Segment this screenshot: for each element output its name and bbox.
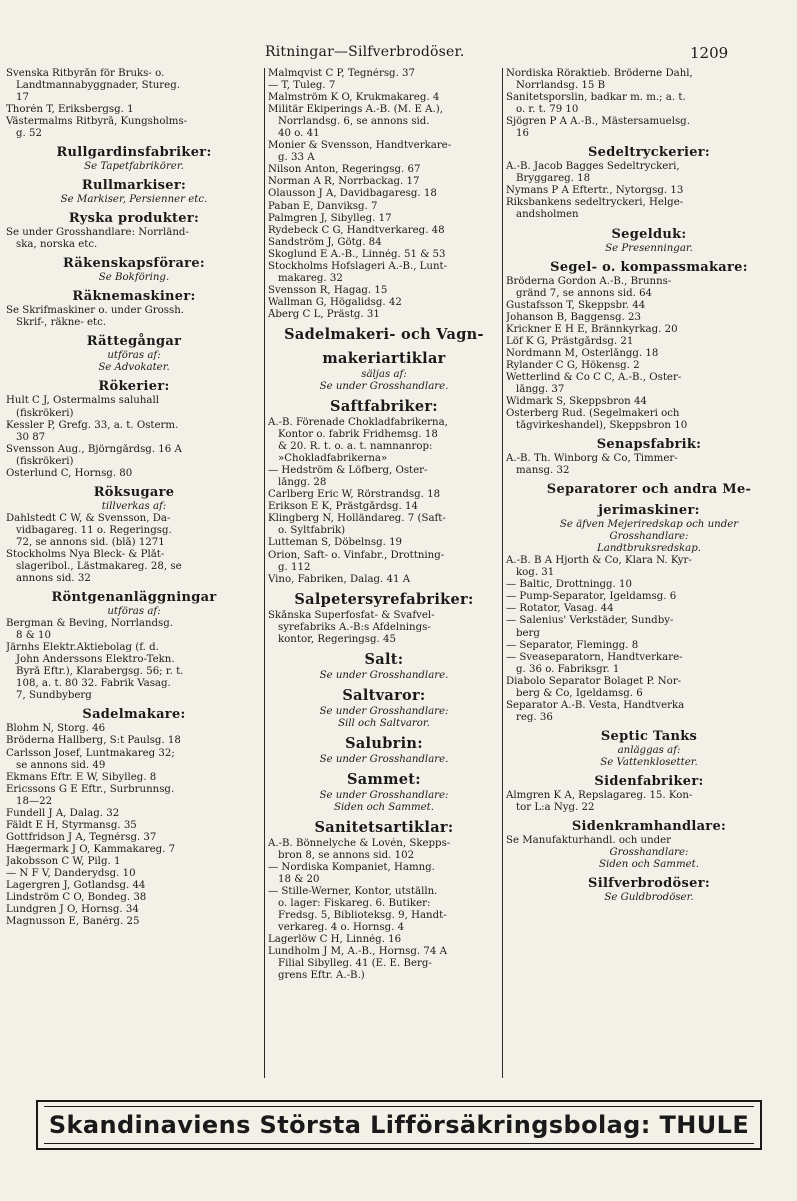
entry-continuation: Kontor o. fabrik Fridhemsg. 18	[278, 429, 438, 441]
directory-entry: Svensson R, Hagag. 15	[268, 284, 388, 296]
cross-reference: utföras af:	[107, 606, 161, 618]
entry-continuation: o. lager: Fiskareg. 6. Butiker:	[278, 898, 431, 910]
directory-entry: Ericssons G E Eftr., Surbrunnsg.	[6, 783, 175, 795]
directory-entry: Österlund C, Hornsg. 80	[6, 467, 133, 479]
entry-continuation: långg. 28	[278, 477, 327, 489]
cross-reference: Se under Grosshandlare.	[319, 753, 449, 765]
directory-entry: Nilson Anton, Regeringsg. 67	[268, 164, 421, 176]
cross-reference: anläggas af:	[617, 744, 681, 756]
directory-entry: Almgren K A, Repslagareg. 15. Kon-	[506, 789, 693, 801]
entry-continuation: (fiskrökeri)	[16, 407, 74, 419]
banner-rule	[44, 1106, 754, 1107]
cross-reference: Grosshandlare:	[609, 847, 689, 859]
section-heading: Rullmarkiser:	[81, 178, 187, 194]
entry-continuation: grens Eftr. A.-B.)	[278, 970, 365, 982]
entry-continuation: 30 87	[16, 431, 46, 443]
section-heading: Sadelmakare:	[82, 707, 186, 723]
directory-entry: Lundgren J O, Hornsg. 34	[6, 904, 139, 916]
entry-continuation: g. 52	[16, 128, 42, 140]
entry-continuation: (fiskrökeri)	[16, 455, 74, 467]
entry-continuation: »Chokladfabrikerna»	[278, 453, 388, 465]
page-header	[0, 44, 797, 64]
section-heading: Rullgardinsfabriker:	[56, 145, 212, 161]
directory-entry: Dahlstedt C W, & Svensson, Da-	[6, 512, 171, 524]
directory-entry: Sjögren P A A.-B., Mästersamuelsg.	[506, 116, 690, 128]
directory-entry: Lagerlöw C H, Linnég. 16	[268, 934, 402, 946]
entry-continuation: o. r. t. 79 10	[516, 104, 579, 116]
entry-continuation: Skrif-, räkne- etc.	[16, 317, 107, 329]
directory-entry: Wetterlind & Co C C, A.-B., Öster-	[506, 371, 682, 383]
cross-reference: Se äfven Mejeriredskap och under	[559, 519, 739, 531]
cross-reference: tillverkas af:	[101, 500, 167, 512]
column-right	[506, 68, 792, 1088]
directory-entry: Ekmans Eftr. E W, Sibylleg. 8	[6, 771, 157, 783]
page-number: 1209	[690, 44, 729, 62]
entry-continuation: ska, norska etc.	[16, 239, 98, 251]
entry-continuation: berg & Co, Igeldamsg. 6	[516, 687, 643, 699]
cross-reference: Siden och Sammet.	[334, 801, 434, 813]
directory-entry: A.-B. B A Hjorth & Co, Klara N. Kyr-	[506, 555, 692, 567]
column-middle	[268, 68, 500, 1088]
entry-continuation: Bryggareg. 18	[516, 173, 591, 185]
entry-continuation: reg. 36	[516, 711, 553, 723]
column-divider	[502, 68, 503, 1078]
entry-continuation: Norrlandsg. 6, se annons sid.	[278, 116, 430, 128]
directory-entry: Erikson E K, Prästgårdsg. 14	[268, 501, 418, 513]
cross-reference: Siden och Sammet.	[599, 859, 699, 871]
entry-continuation: 108, a. t. 80 32. Fabrik Vasag.	[16, 678, 171, 690]
section-heading: Rökerier:	[98, 379, 170, 395]
directory-entry: — Pump-Separator, Igeldamsg. 6	[506, 591, 677, 603]
directory-entry: Svensson Aug., Björngårdsg. 16 A	[6, 443, 182, 455]
section-heading: Rättegångar	[86, 334, 182, 350]
section-heading: Salubrin:	[345, 734, 423, 752]
section-heading: Röksugare	[93, 484, 175, 500]
directory-entry: Svenska Ritbyrån för Bruks- o.	[6, 68, 165, 79]
directory-entry: Österberg Rud. (Segelmakeri och	[506, 408, 680, 420]
directory-entry: Jakobsson C W, Pilg. 1	[6, 855, 121, 867]
section-heading: Röntgenanläggningar	[51, 590, 217, 606]
entry-continuation: kog. 31	[516, 567, 555, 579]
entry-continuation: kontor, Regeringsg. 45	[278, 633, 396, 645]
entry-continuation: berg	[516, 627, 540, 639]
directory-entry: Paban E, Danviksg. 7	[268, 200, 378, 212]
directory-entry: Magnusson E, Banérg. 25	[6, 916, 140, 928]
cross-reference: Se under Grosshandlare:	[319, 705, 449, 717]
directory-entry: — Sveaseparatorn, Handtverkare-	[506, 651, 683, 663]
cross-reference: Se Guldbrodöser.	[604, 892, 694, 904]
entry-continuation: vidbagareg. 11 o. Regeringsg.	[16, 524, 172, 536]
directory-entry: Malmqvist C P, Tegnérsg. 37	[268, 68, 416, 79]
entry-continuation: andsholmen	[516, 209, 579, 221]
entry-continuation: g. 36 o. Fabriksgr. 1	[516, 663, 620, 675]
directory-entry: Carlsson Josef, Luntmakareg 32;	[6, 747, 175, 759]
directory-entry: Hult C J, Östermalms saluhall	[6, 395, 159, 407]
section-heading: Sammet:	[347, 770, 421, 788]
section-heading: Sanitetsartiklar:	[314, 818, 454, 836]
section-heading: Senapsfabrik:	[596, 437, 702, 453]
directory-entry: Riksbankens sedeltryckeri, Helge-	[506, 197, 684, 209]
section-heading: Sedeltryckerier:	[587, 145, 711, 161]
column-left	[6, 68, 262, 1088]
section-heading: Segel- o. kompassmakare:	[550, 259, 748, 275]
entry-continuation: tågvirkeshandel), Skeppsbron 10	[516, 420, 688, 432]
section-heading: Separatorer och andra Me-	[546, 482, 752, 498]
entry-continuation: makareg. 32	[278, 272, 343, 284]
directory-entry: Fäldt E H, Styrmansg. 35	[6, 819, 137, 831]
cross-reference: säljas af:	[361, 368, 407, 380]
directory-entry: Lundholm J M, A.-B., Hornsg. 74 A	[268, 946, 447, 958]
directory-entry: Rylander C G, Hökensg. 2	[506, 359, 640, 371]
entry-continuation: & 20. R. t. o. a. t. namnanrop:	[278, 441, 433, 453]
directory-entry: — Salenius' Verkstäder, Sundby-	[506, 615, 674, 627]
entry-continuation: 8 & 10	[16, 630, 51, 642]
cross-reference: Se Bokföring.	[98, 272, 170, 284]
advertisement-banner	[36, 1100, 762, 1150]
directory-entry: — Separator, Flemingg. 8	[506, 639, 639, 651]
directory-entry: Nymans P A Eftertr., Nytorgsg. 13	[506, 185, 684, 197]
directory-entry: — N F V, Danderydsg. 10	[6, 867, 136, 879]
directory-entry: Gottfridson J A, Tegnérsg. 37	[6, 831, 157, 843]
cross-reference: utföras af:	[107, 350, 161, 362]
entry-continuation: o. Syltfabrik)	[278, 525, 346, 537]
directory-entry: Stockholms Hofslageri A.-B., Lunt-	[268, 260, 448, 272]
directory-entry: Löf K G, Prästgårdsg. 21	[506, 335, 634, 347]
entry-continuation: 72, se annons sid. (blå) 1271	[16, 536, 165, 548]
directory-entry: Lagergren J, Gotlandsg. 44	[6, 880, 146, 892]
section-heading: Räknemaskiner:	[72, 289, 196, 305]
running-title: Ritningar—Silfverbrodöser.	[265, 44, 465, 60]
cross-reference: Se under Grosshandlare.	[319, 380, 449, 392]
directory-entry: A.-B. Bönnelyche & Lovén, Skepps-	[268, 837, 451, 849]
directory-entry: A.-B. Th. Winborg & Co, Timmer-	[506, 453, 678, 465]
entry-continuation: John Anderssons Elektro-Tekn.	[16, 654, 175, 666]
directory-entry: Åberg C L, Prästg. 31	[268, 308, 380, 320]
directory-entry: Norman A R, Norrbackag. 17	[268, 176, 420, 188]
cross-reference: Se Advokater.	[98, 362, 170, 374]
section-heading: Saftfabriker:	[330, 397, 438, 415]
directory-entry: Se under Grosshandlare: Norrländ-	[6, 227, 189, 239]
section-heading: Salt:	[364, 650, 404, 668]
directory-entry: — Hedström & Löfberg, Öster-	[268, 465, 428, 477]
directory-entry: Bergman & Beving, Norrlandsg.	[6, 618, 174, 630]
cross-reference: Landtbruksredskap.	[596, 543, 702, 555]
entry-continuation: långg. 37	[516, 383, 565, 395]
entry-continuation: bron 8, se annons sid. 102	[278, 849, 415, 861]
cross-reference: Se Markiser, Persienner etc.	[60, 194, 208, 206]
directory-entry: Rydebeck C G, Handtverkareg. 48	[268, 224, 445, 236]
directory-entry: Orion, Saft- o. Vinfabr., Drottning-	[268, 549, 445, 561]
entry-continuation: gränd 7, se annons sid. 64	[516, 287, 653, 299]
directory-entry: Klingberg N, Holländareg. 7 (Saft-	[268, 513, 446, 525]
directory-entry: Thorén T, Eriksbergsg. 1	[6, 104, 134, 116]
directory-entry: — T, Tuleg. 7	[268, 80, 336, 92]
entry-continuation: 17	[16, 92, 29, 104]
directory-entry: — Rotator, Vasag. 44	[506, 603, 614, 615]
section-heading: Sidenfabriker:	[594, 773, 704, 789]
entry-continuation: syrefabriks A.-B:s Afdelnings-	[278, 621, 431, 633]
cross-reference: Se under Grosshandlare:	[319, 789, 449, 801]
cross-reference: Se Vattenklosetter.	[600, 756, 698, 768]
directory-entry: Stockholms Nya Bleck- & Plåt-	[6, 548, 165, 560]
section-heading: Segelduk:	[611, 226, 687, 242]
directory-entry: Wallman G, Högalidsg. 42	[268, 296, 402, 308]
directory-entry: Palmgren J, Sibylleg. 17	[268, 212, 392, 224]
directory-entry: Olausson J A, Davidbagaresg. 18	[268, 188, 437, 200]
directory-entry: Kessler P, Grefg. 33, a. t. Österm.	[6, 419, 179, 431]
section-heading: Sidenkramhandlare:	[571, 818, 727, 834]
directory-entry: Gustafsson T, Skeppsbr. 44	[506, 299, 646, 311]
entry-continuation: annons sid. 32	[16, 573, 91, 585]
section-heading: jerimaskiner:	[598, 503, 700, 519]
directory-entry: Lutteman S, Döbelnsg. 19	[268, 537, 403, 549]
column-divider	[264, 68, 265, 1078]
directory-entry: Nordmann M, Österlångg. 18	[506, 347, 659, 359]
entry-continuation: Byrå Eftr.), Klarabergsg. 56; r. t.	[16, 666, 184, 678]
directory-entry: Skoglund E A.-B., Linnég. 51 & 53	[268, 248, 446, 260]
directory-entry: Separator A.-B. Vesta, Handtverka	[506, 699, 685, 711]
directory-entry: Militär Ekiperings A.-B. (M. E A.),	[268, 104, 443, 116]
directory-entry: Sanitetsporslin, badkar m. m.; a. t.	[506, 92, 686, 104]
section-heading: makeriartiklar	[322, 349, 446, 367]
directory-entry: A.-B. Jacob Bagges Sedeltryckeri,	[506, 161, 680, 173]
entry-continuation: 18 & 20	[278, 873, 320, 885]
section-heading: Septic Tanks	[600, 728, 698, 744]
directory-entry: — Nordiska Kompaniet, Hamng.	[268, 861, 435, 873]
entry-continuation: 7, Sundbyberg	[16, 690, 92, 702]
directory-entry: Hægermark J O, Kammakareg. 7	[6, 843, 176, 855]
section-heading: Räkenskapsförare:	[63, 256, 205, 272]
cross-reference: Se Tapetfabrikörer.	[84, 161, 184, 173]
directory-entry: Järnhs Elektr.Aktiebolag (f. d.	[6, 642, 159, 654]
banner-rule	[44, 1143, 754, 1144]
entry-continuation: slageribol., Lästmakareg. 28, se	[16, 560, 182, 572]
directory-entry: Krickner E H E, Brännkyrkag. 20	[506, 323, 678, 335]
entry-continuation: 16	[516, 128, 529, 140]
cross-reference: Grosshandlare:	[609, 531, 689, 543]
directory-entry: A.-B. Förenade Chokladfabrikerna,	[268, 416, 448, 428]
banner-text: Skandinaviens Största Lifförsäkringsbolag: THULE	[48, 1111, 750, 1139]
directory-entry: Diabolo Separator Bolaget P. Nor-	[506, 675, 682, 687]
directory-entry: Fundell J A, Dalag. 32	[6, 807, 120, 819]
entry-continuation: 40 o. 41	[278, 128, 320, 140]
section-heading: Salpetersyrefabriker:	[294, 590, 474, 608]
cross-reference: Se Presenningar.	[605, 242, 693, 254]
directory-entry: Skånska Superfosfat- & Svafvel-	[268, 609, 435, 621]
entry-continuation: se annons sid. 49	[16, 759, 106, 771]
directory-entry: — Baltic, Drottningg. 10	[506, 579, 633, 591]
entry-continuation: Filial Sibylleg. 41 (E. E. Berg-	[278, 958, 432, 970]
directory-entry: Bröderna Hallberg, S:t Paulsg. 18	[6, 735, 181, 747]
cross-reference: Se under Grosshandlare.	[319, 669, 449, 681]
directory-entry: — Stille-Werner, Kontor, utställn.	[268, 885, 438, 897]
entry-continuation: g. 33 A	[278, 152, 315, 164]
entry-continuation: verkareg. 4 o. Hornsg. 4	[278, 922, 405, 934]
directory-entry: Monier & Svensson, Handtverkare-	[268, 140, 452, 152]
entry-continuation: g. 112	[278, 561, 311, 573]
cross-reference: Sill och Saltvaror.	[338, 717, 430, 729]
directory-entry: Carlberg Eric W, Rörstrandsg. 18	[268, 489, 441, 501]
directory-entry: Se Manufakturhandl. och under	[506, 834, 672, 846]
entry-continuation: Norrlandsg. 15 B	[516, 80, 606, 92]
entry-continuation: Landtmannabyggnader, Stureg.	[16, 80, 180, 92]
directory-entry: Widmark S, Skeppsbron 44	[506, 395, 647, 407]
entry-continuation: tor L:a Nyg. 22	[516, 801, 595, 813]
directory-entry: Blohm N, Storg. 46	[6, 723, 106, 735]
directory-entry: Lindström C O, Bondeg. 38	[6, 892, 147, 904]
directory-entry: Vino, Fabriken, Dalag. 41 A	[268, 573, 411, 585]
entry-continuation: 18—22	[16, 795, 53, 807]
section-heading: Silfverbrodöser:	[588, 876, 710, 892]
section-heading: Saltvaror:	[342, 686, 426, 704]
section-heading: Sadelmakeri- och Vagn-	[284, 325, 484, 343]
directory-entry: Malmström K O, Krukmakareg. 4	[268, 92, 440, 104]
entry-continuation: mansg. 32	[516, 465, 570, 477]
directory-entry: Nordiska Röraktieb. Bröderne Dahl,	[506, 68, 693, 79]
directory-entry: Västermalms Ritbyrå, Kungsholms-	[6, 116, 188, 128]
directory-entry: Sandström J, Götg. 84	[268, 236, 382, 248]
directory-entry: Bröderna Gordon A.-B., Brunns-	[506, 275, 672, 287]
directory-entry: Se Skrifmaskiner o. under Grossh.	[6, 305, 184, 317]
directory-entry: Johanson B, Baggensg. 23	[506, 311, 641, 323]
entry-continuation: Fredsg. 5, Biblioteksg. 9, Handt-	[278, 910, 447, 922]
section-heading: Ryska produkter:	[68, 211, 200, 227]
